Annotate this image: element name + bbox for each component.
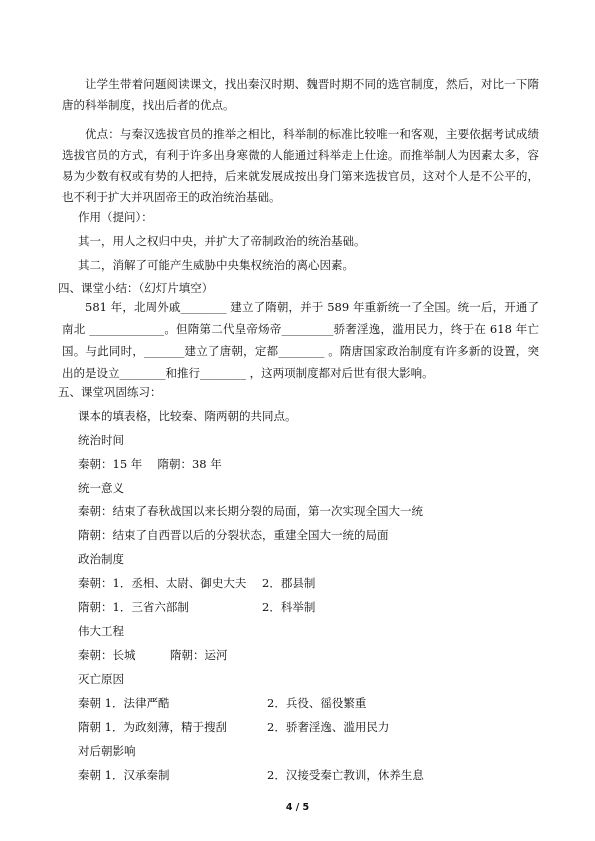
influence-qin-1: 秦朝 1．汉承秦制 bbox=[78, 768, 170, 782]
political-sui-1: 隋朝：1．三省六部制 bbox=[78, 600, 189, 614]
unification-qin: 秦朝：结束了春秋战国以来长期分裂的局面，第一次实现全国大一统 bbox=[78, 504, 423, 518]
influence-label: 对后朝影响 bbox=[78, 744, 136, 758]
ruling-time-label: 统治时间 bbox=[78, 433, 124, 447]
role-second: 其二，消解了可能产生威胁中央集权统治的离心因素。 bbox=[78, 258, 354, 272]
fall-sui-2: 2．骄奢淫逸、滥用民力 bbox=[267, 720, 390, 734]
political-sui-2: 2．科举制 bbox=[262, 600, 316, 614]
political-system-label: 政治制度 bbox=[78, 552, 124, 566]
political-qin-2: 2．郡县制 bbox=[262, 576, 316, 590]
role-first: 其一，用人之权归中央，并扩大了帝制政治的统治基础。 bbox=[78, 234, 366, 248]
ruling-time-row: 秦朝：15 年 隋朝：38 年 bbox=[78, 457, 222, 471]
political-qin-1: 秦朝：1．丞相、太尉、御史大夫 bbox=[78, 576, 247, 590]
unification-label: 统一意义 bbox=[78, 481, 124, 495]
fall-qin-1: 秦朝 1．法律严酷 bbox=[78, 696, 170, 710]
influence-qin-2: 2．汉接受秦亡教训，休养生息 bbox=[267, 768, 424, 782]
unification-sui: 隋朝：结束了自西晋以后的分裂状态，重建全国大一统的局面 bbox=[78, 528, 389, 542]
fall-qin-2: 2．兵役、徭役繁重 bbox=[267, 696, 367, 710]
fall-reasons-label: 灭亡原因 bbox=[78, 672, 124, 686]
page-number: 4 / 5 bbox=[285, 802, 310, 813]
summary-heading: 四、课堂小结：（幻灯片填空） bbox=[58, 281, 214, 295]
intro-paragraph: 让学生带着问题阅读课文，找出秦汉时期、魏晋时期不同的选官制度，然后，对比一下隋唐的科举制度，找出后者的优点。 bbox=[62, 77, 539, 112]
fall-sui-1: 隋朝 1．为政刻薄，精于搜刮 bbox=[78, 720, 227, 734]
role-heading: 作用（提问）： bbox=[78, 210, 153, 224]
advantage-paragraph: 优点：与秦汉选拔官员的推举之相比，科举制的标准比较唯一和客观，主要依据考试成绩选拔官员的方式，有利于许多出身寒微的人能通过科举走上仕途。而推举制人为因素太多，容易为少数有权或有势的人把持，后来就发展成按出身门第来选拔官员，这对个人是不公平的，也不利于扩大并巩固帝王的政治统治基础。 bbox=[62, 127, 539, 204]
practice-heading: 五、课堂巩固练习： bbox=[58, 385, 162, 399]
fill-in-paragraph: 581 年，北周外戚________ 建立了隋朝，并于 589 年重新统一了全国。统一后，开通了南北 _____________。但隋第二代皇帝炀帝_________骄奢淫逸，滥用民力，终于在 618 年亡国。与此同时，_______建立了唐朝，定都________ 。隋唐国家政治制度有许多新的设置，突出的是设立________和推行________ ，这两项制度都对后世有很大影响。 bbox=[62, 300, 539, 380]
practice-intro: 课本的填表格，比较秦、隋两朝的共同点。 bbox=[78, 409, 297, 423]
great-project-row: 秦朝：长城 隋朝：运河 bbox=[78, 648, 228, 662]
great-project-label: 伟大工程 bbox=[78, 624, 124, 638]
